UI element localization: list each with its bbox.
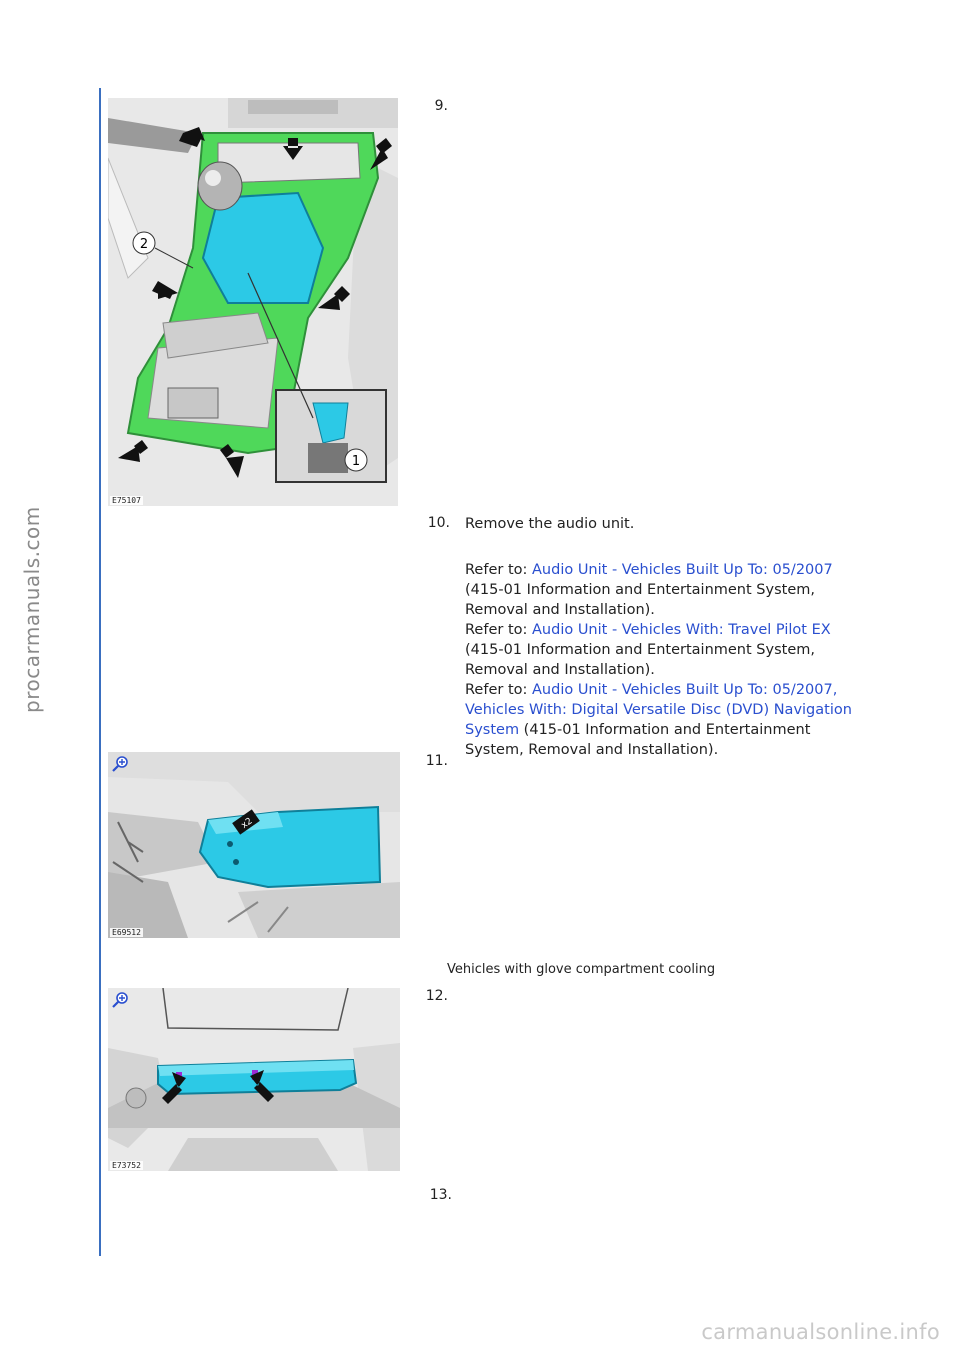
reference-text: (415-01 Information and Entertainment System, xyxy=(465,642,815,658)
reference-link[interactable]: Audio Unit - Vehicles Built Up To: 05/2007 xyxy=(532,562,833,578)
side-watermark: procarmanuals.com xyxy=(20,506,44,713)
refer-label: Refer to: xyxy=(465,682,532,698)
figure-step-12 xyxy=(108,988,400,1171)
callout-2: 2 xyxy=(139,237,149,252)
refer-label: Refer to: xyxy=(465,562,532,578)
variant-note: Vehicles with glove compartment cooling xyxy=(447,962,716,977)
step-number: 12. xyxy=(425,988,448,1004)
reference-link[interactable]: Audio Unit - Vehicles Built Up To: 05/2007, xyxy=(532,682,838,698)
reference-text: (415-01 Information and Entertainment xyxy=(519,722,811,738)
figure-step-9 xyxy=(108,98,398,506)
reference-text: Removal and Installation). xyxy=(465,662,655,678)
reference-link[interactable]: Audio Unit - Vehicles With: Travel Pilot EX xyxy=(532,622,831,638)
figure-code: E75107 xyxy=(112,496,141,505)
step-number: 10. xyxy=(427,515,450,531)
reference-text: (415-01 Information and Entertainment System, xyxy=(465,582,815,598)
figure-step-11 xyxy=(108,752,400,938)
zoom-icon[interactable] xyxy=(110,754,130,774)
margin-rule xyxy=(99,88,101,1256)
reference-link[interactable]: Vehicles With: Digital Versatile Disc (DVD) Navigation xyxy=(465,702,852,718)
reference-text: System, Removal and Installation). xyxy=(465,742,719,758)
reference-block xyxy=(465,560,875,760)
reference-text: Removal and Installation). xyxy=(465,602,655,618)
reference-link[interactable]: System xyxy=(465,722,520,738)
figure-code: E73752 xyxy=(112,1161,141,1170)
step-number: 9. xyxy=(434,98,448,114)
figure-code: E69512 xyxy=(112,928,141,937)
callout-x2: x2 xyxy=(239,816,255,831)
refer-label: Refer to: xyxy=(465,622,532,638)
step-instruction: Remove the audio unit. xyxy=(465,516,635,532)
step-number: 13. xyxy=(429,1187,452,1203)
zoom-icon[interactable] xyxy=(110,990,130,1010)
callout-1: 1 xyxy=(351,454,361,469)
footer-watermark: carmanualsonline.info xyxy=(701,1320,940,1344)
step-number: 11. xyxy=(425,753,448,769)
